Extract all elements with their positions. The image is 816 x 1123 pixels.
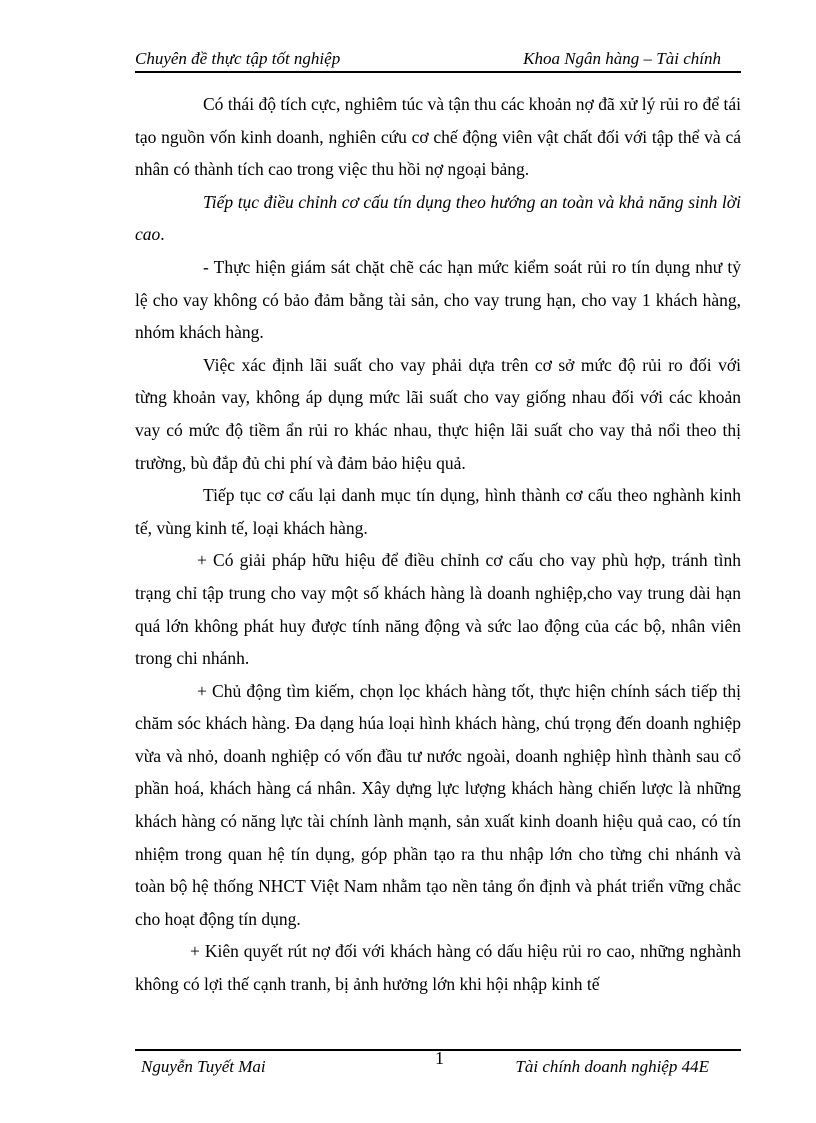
heading-period: .	[160, 224, 165, 245]
document-body	[135, 88, 741, 1001]
paragraph-debt-recovery: Có thái độ tích cực, nghiêm túc và tận thu các khoản nợ đã xử lý rủi ro để tái tạo nguồn vốn kinh doanh, nghiên cứu cơ chế động viên vật chất đối với tập thể và cá nhân có thành tích cao trong việc thu hồi nợ ngoại bảng.	[135, 94, 741, 180]
footer-author: Nguyễn Tuyết Mai	[141, 1057, 266, 1076]
footer-class: Tài chính doanh nghiệp 44E	[515, 1057, 709, 1076]
page-number: 1	[435, 1048, 444, 1068]
header-document-title: Chuyên đề thực tập tốt nghiệp	[135, 49, 341, 68]
paragraph-credit-portfolio: Tiếp tục cơ cấu lại danh mục tín dụng, hình thành cơ cấu theo nghành kinh tế, vùng kinh tế, loại khách hàng.	[135, 485, 741, 538]
page-footer	[135, 1049, 741, 1081]
italic-heading-text: Tiếp tục điều chỉnh cơ cấu tín dụng theo hướng an toàn và khả năng sinh lời cao	[135, 191, 741, 245]
paragraph-credit-structure-heading	[135, 186, 741, 251]
paragraph-credit-limits: - Thực hiện giám sát chặt chẽ các hạn mức kiểm soát rủi ro tín dụng như tỷ lệ cho vay không có bảo đảm bằng tài sản, cho vay trung hạn, cho vay 1 khách hàng, nhóm khách hàng.	[135, 256, 741, 343]
paragraph-loan-structure: + Có giải pháp hữu hiệu để điều chỉnh cơ cấu cho vay phù hợp, tránh tình trạng chỉ tập trung cho vay một số khách hàng là doanh nghiệp,cho vay trung dài hạn quá lớn không phát huy được tính năng động và sức lao động của các bộ, nhân viên trong chi nhánh.	[135, 550, 741, 669]
header-faculty: Khoa Ngân hàng – Tài chính	[523, 49, 721, 68]
page-header	[135, 47, 741, 73]
paragraph-debt-withdrawal: + Kiên quyết rút nợ đối với khách hàng có dấu hiệu rủi ro cao, những nghành không có lợi thế cạnh tranh, bị ảnh hưởng lớn khi hội nhập kinh tế	[135, 941, 741, 995]
paragraph-interest-rates: Việc xác định lãi suất cho vay phải dựa trên cơ sở mức độ rủi ro đối với từng khoản vay, không áp dụng mức lãi suất cho vay giống nhau đối với các khoản vay có mức độ tiềm ẩn rủi ro khác nhau, thực hiện lãi suất cho vay thả nổi theo thị trường, bù đắp đủ chi phí và đảm bảo hiệu quả.	[135, 354, 741, 473]
paragraph-customer-selection: + Chủ động tìm kiếm, chọn lọc khách hàng tốt, thực hiện chính sách tiếp thị chăm sóc khách hàng. Đa dạng húa loại hình khách hàng, chú trọng đến doanh nghiệp vừa và nhỏ, doanh nghiệp có vốn đầu tư nước ngoài, doanh nghiệp hình thành sau cổ phần hoá, khách hàng cá nhân. Xây dựng lực lượng khách hàng chiến lược là những khách hàng có năng lực tài chính lành mạnh, sản xuất kinh doanh hiệu quả cao, có tín nhiệm trong quan hệ tín dụng, góp phần tạo ra thu nhập lớn cho từng chi nhánh và toàn bộ hệ thống NHCT Việt Nam nhằm tạo nền tảng ổn định và phát triển vững chắc cho hoạt động tín dụng.	[135, 680, 741, 929]
